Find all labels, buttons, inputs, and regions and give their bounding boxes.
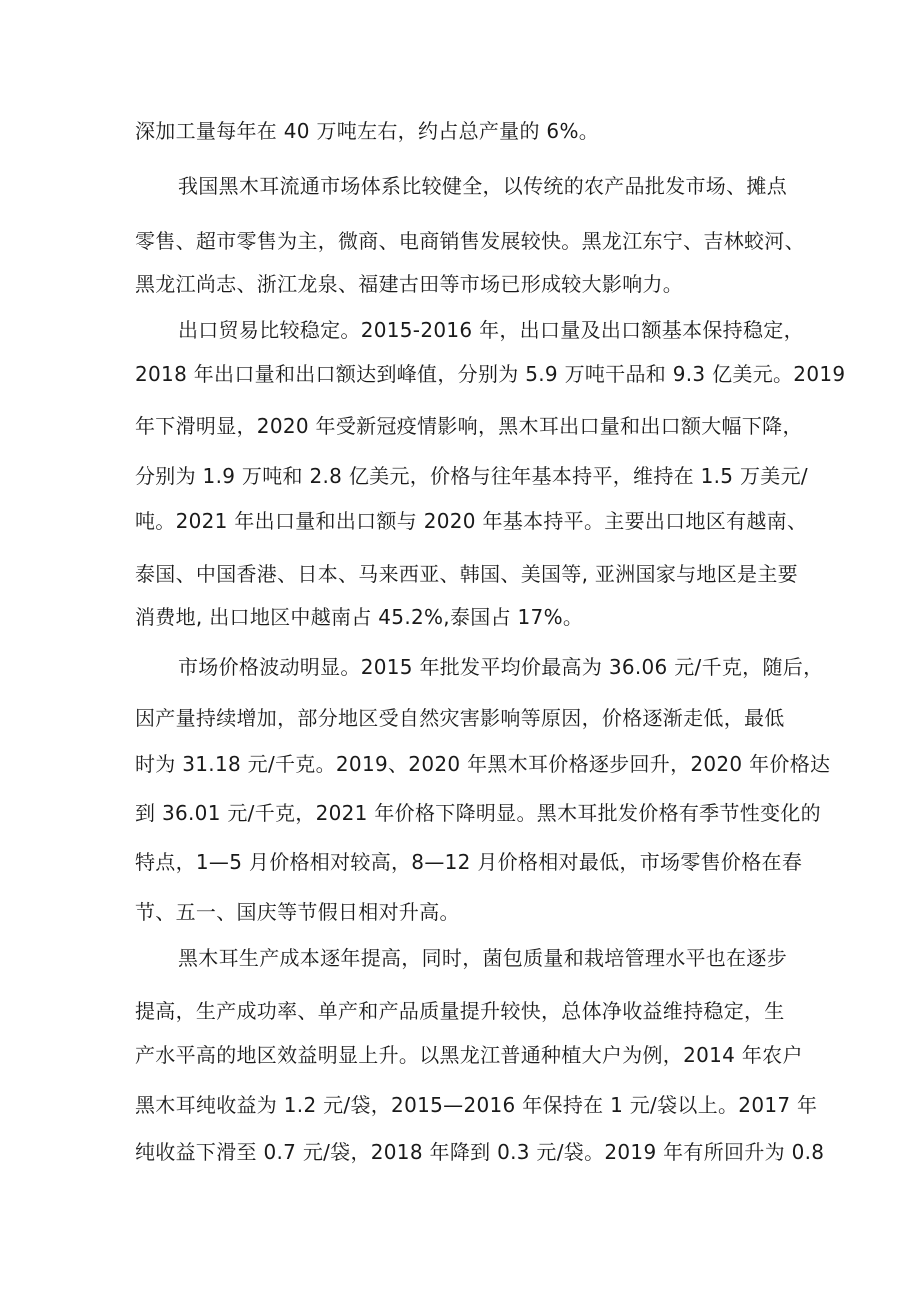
paragraph-3-line-3: 年下滑明显，2020 年受新冠疫情影响，黑木耳出口量和出口额大幅下降， <box>135 414 803 438</box>
paragraph-4-line-4: 到 36.01 元/千克，2021 年价格下降明显。黑木耳批发价格有季节性变化的 <box>135 801 821 825</box>
paragraph-5-line-3: 产水平高的地区效益明显上升。以黑龙江普通种植大户为例，2014 年农户 <box>135 1043 803 1067</box>
paragraph-4-line-3: 时为 31.18 元/千克。2019、2020 年黑木耳价格逐步回升，2020 年价格达 <box>135 752 831 776</box>
paragraph-5-line-5: 纯收益下滑至 0.7 元/袋，2018 年降到 0.3 元/袋。2019 年有所回升为 0.8 <box>135 1140 825 1164</box>
paragraph-2-line-1: 我国黑木耳流通市场体系比较健全，以传统的农产品批发市场、摊点 <box>178 174 787 198</box>
paragraph-3-line-2: 2018 年出口量和出口额达到峰值，分别为 5.9 万吨干品和 9.3 亿美元。2019 <box>135 362 846 386</box>
paragraph-1-line-1: 深加工量每年在 40 万吨左右，约占总产量的 6%。 <box>135 119 600 143</box>
paragraph-5-line-1: 黑木耳生产成本逐年提高，同时，菌包质量和栽培管理水平也在逐步 <box>178 946 787 970</box>
paragraph-3-line-6: 泰国、中国香港、日本、马来西亚、韩国、美国等, 亚洲国家与地区是主要 <box>135 562 798 586</box>
paragraph-5-line-2: 提高，生产成功率、单产和产品质量提升较快，总体净收益维持稳定，生 <box>135 999 785 1023</box>
paragraph-3-line-5: 吨。2021 年出口量和出口额与 2020 年基本持平。主要出口地区有越南、 <box>135 509 808 533</box>
paragraph-3-line-4: 分别为 1.9 万吨和 2.8 亿美元，价格与往年基本持平，维持在 1.5 万美元/ <box>135 464 808 488</box>
paragraph-4-line-1: 市场价格波动明显。2015 年批发平均价最高为 36.06 元/千克，随后， <box>178 655 824 679</box>
paragraph-3-line-7: 消费地, 出口地区中越南占 45.2%,泰国占 17%。 <box>135 605 584 629</box>
paragraph-5-line-4: 黑木耳纯收益为 1.2 元/袋，2015—2016 年保持在 1 元/袋以上。2017 年 <box>135 1093 818 1117</box>
paragraph-4-line-6: 节、五一、国庆等节假日相对升高。 <box>135 900 460 924</box>
paragraph-2-line-3: 黑龙江尚志、浙江龙泉、福建古田等市场已形成较大影响力。 <box>135 272 684 296</box>
paragraph-3-line-1: 出口贸易比较稳定。2015-2016 年，出口量及出口额基本保持稳定， <box>178 318 804 342</box>
paragraph-4-line-2: 因产量持续增加，部分地区受自然灾害影响等原因，价格逐渐走低，最低 <box>135 706 785 730</box>
paragraph-2-line-2: 零售、超市零售为主，微商、电商销售发展较快。黑龙江东宁、吉林蛟河、 <box>135 229 805 253</box>
paragraph-4-line-5: 特点，1—5 月价格相对较高，8—12 月价格相对最低，市场零售价格在春 <box>135 850 803 874</box>
